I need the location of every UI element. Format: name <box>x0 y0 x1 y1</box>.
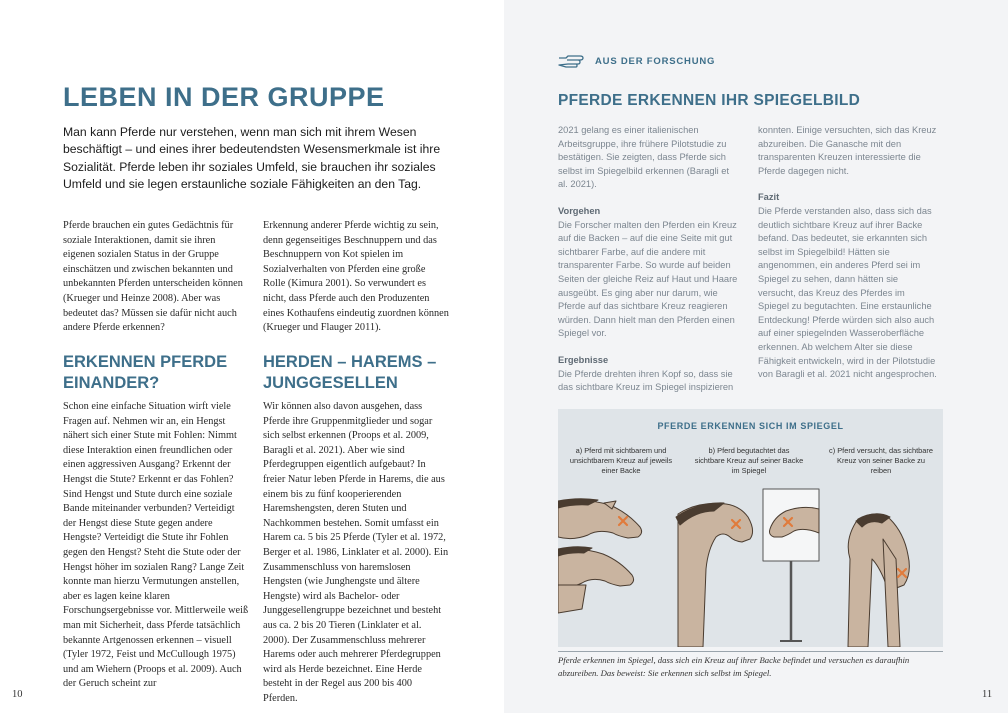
horse-head-a-bottom <box>558 549 634 586</box>
figure-caption-a: a) Pferd mit sichtbarem und unsichtbarem Kreuz auf jeweils einer Backe <box>569 446 673 476</box>
page-number-left: 10 <box>12 689 23 700</box>
intro-paragraph: Man kann Pferde nur verstehen, wenn man sich mit ihrem Wesen beschäftigt – und eines ihrer bedeutendsten Wesensmerkmale ist ihre Sozialität. Pferde leben ihr soziales Umfeld, sie brauchen ihr soziales Umfeld und sie legen erstaunliche soziale Fähigkeiten an den Tag. <box>63 125 441 191</box>
figure-title: PFERDE ERKENNEN SICH IM SPIEGEL <box>657 421 844 431</box>
figure-caption: Pferde erkennen im Spiegel, dass sich ein Kreuz auf ihrer Backe befindet und versuchen es daraufhin abzureiben. Das beweist: Sie erkennen sich selbst im Spiegel. <box>558 651 943 679</box>
horse-c <box>848 514 909 647</box>
page-title: LEBEN IN DER GRUPPE <box>63 82 385 112</box>
label-fazit: Fazit <box>758 192 780 203</box>
research-col-2 <box>758 124 938 382</box>
research-fazit: Die Pferde verstanden also, dass sich das deutlich sichtbare Kreuz auf ihrer Backe befand. Das bedeutet, sie erkannten sich selbst im Spiegelbild! Hätten sie angenommen, ein anderes Pferd sei im Spiegel zu sehen, dann hätten sie versucht, das Kreuz des Pferdes im Spiegel zu begutachten. Eine erstaunliche Entdeckung! Pferde würden sich also auch auf einer spiegelnden Wasseroberfläche erkennen. Ab welchem Alter sie diese Fähigkeit entwickeln, wird in der Pilotstudie von Baragli et al. 2021 nicht angesprochen. <box>758 205 937 380</box>
pointing-hand-icon <box>558 54 586 68</box>
research-intro: 2021 gelang es einer italienischen Arbeitsgruppe, ihre frühere Pilotstudie zu bestätigen. Sie zeigten, dass Pferde sich selbst im Spiegelbild erkennen (Baragli et al. 2021). <box>558 125 730 190</box>
label-ergebnisse: Ergebnisse <box>558 354 609 365</box>
research-vorgehen: Die Forscher malten den Pferden ein Kreuz auf die Backen – auf die eine Seite mit gut sichtbarer Farbe, auf die andere mit transparenter Farbe. So wurde auf beiden Seiten der gleiche Reiz auf Haut und Haare ausgeübt. Es ging aber nur darum, wie Pferde auf das sichtbare Kreuz reagieren würden. Dann hielt man den Pferden einen Spiegel vor. <box>558 219 738 339</box>
horse-b <box>678 503 753 647</box>
horse-illustration <box>558 409 943 647</box>
research-continued: konnten. Einige versuchten, sich das Kreuz abzureiben. Die Ganasche mit den transparenten Kreuzen interessierte die Pferde dagegen nicht. <box>758 125 937 176</box>
body-paragraph-2: Erkennung anderer Pferde wichtig zu sein, denn gegenseitiges Beschnuppern und das Beschnuppern von Kot spielen im Sozialverhalten von Pferden eine große Rolle (Kimura 2001). So verwundert es nicht, dass Pferde auch den Produzenten eines Kothaufens eindeutig zuordnen können (Krueger und Flauger 2011). <box>263 220 449 334</box>
label-vorgehen: Vorgehen <box>558 205 601 216</box>
research-label-text: AUS DER FORSCHUNG <box>595 55 716 67</box>
mirror-figure <box>558 409 943 647</box>
research-ergebnisse: Die Pferde drehten ihren Kopf so, dass sie das sichtbare Kreuz im Spiegel inspizieren <box>558 368 734 393</box>
heading-erkennen: ERKENNEN PFERDE EINANDER? <box>63 353 228 392</box>
research-col-1 <box>558 124 738 395</box>
figure-caption-b: b) Pferd begutachtet das sichtbare Kreuz auf seiner Backe im Spiegel <box>694 446 804 476</box>
heading-herden: HERDEN – HAREMS – JUNGGESELLEN <box>263 353 437 392</box>
figure-caption-c: c) Pferd versucht, das sichtbare Kreuz von seiner Backe zu reiben <box>829 446 933 476</box>
research-label <box>558 54 715 68</box>
page-number-right: 11 <box>982 689 993 700</box>
body-paragraph-1: Pferde brauchen ein gutes Gedächtnis für soziale Interaktionen, damit sie ihren eigenen sozialen Status in der Gruppe einschätzen und zwischen bekannten und unbekannten Pferden unterscheiden können (Krueger und Heinze 2008). Aber was bedeutet das? Müssen sie dafür nicht auch andere Pferde erkennen? <box>63 220 243 334</box>
body-paragraph-3: Schon eine einfache Situation wirft viele Fragen auf. Nehmen wir an, ein Hengst nähert sich einer Stute mit Fohlen: Nimmt diese Interaktion einen freundlichen oder einen aggressiven Ausgang? Erkennt der Hengst die Stute? Erkennt er das Fohlen? Sind Hengst und Stute durch eine soziale Bande miteinander verbunden? Verteidigt der Hengst diese Stute gegen andere Hengste? Verteidigt die Stute ihr Fohlen gegen den Hengst? Steht die Stute oder der Hengst höher im sozialen Rang? Lange Zeit konnte man hierzu Vermutungen anstellen, aber es lagen keine klaren Forschungsergebnisse vor. Mittlerweile weiß man mit Sicherheit, dass Pferde tatsächlich bekannte Artgenossen erkennen – visuell (Tyler 1972, Feist und McCullough 1975) und am Wiehern (Proops et al. 2009). Auch der Geruch scheint zur <box>63 401 249 690</box>
body-paragraph-4: Wir können also davon ausgehen, dass Pferde ihre Gruppenmitglieder und sogar sich selbst erkennen (Proops et al. 2009, Baragli et al. 2021). Aber wie sind Pferdegruppen eigentlich aufgebaut? In freier Natur leben Pferde in Harems, die aus einem bis zu fünf kooperierenden Haremshengsten, deren Stuten und Nachkommen bestehen. Somit umfasst ein Harem ca. 5 bis 25 Pferde (Tyler et al. 1972, Berger et al. 1986, Linklater et al. 2000). Ein Zusammenschluss von haremslosen Hengsten (wie Junghengste und ältere Hengste) wird als Bachelor- oder Junggesellengruppe bezeichnet und besteht aus ca. 2 bis 20 Tieren (Linklater et al. 2000). Der Zusammenschluss mehrerer Harems oder auch mehrerer Pferdegruppen wird als Herde bezeichnet. Eine Herde besteht in der Regel aus 200 bis 400 Pferden. <box>263 401 449 704</box>
research-title: PFERDE ERKENNEN IHR SPIEGELBILD <box>558 92 861 109</box>
horse-head-a-top <box>558 501 642 539</box>
